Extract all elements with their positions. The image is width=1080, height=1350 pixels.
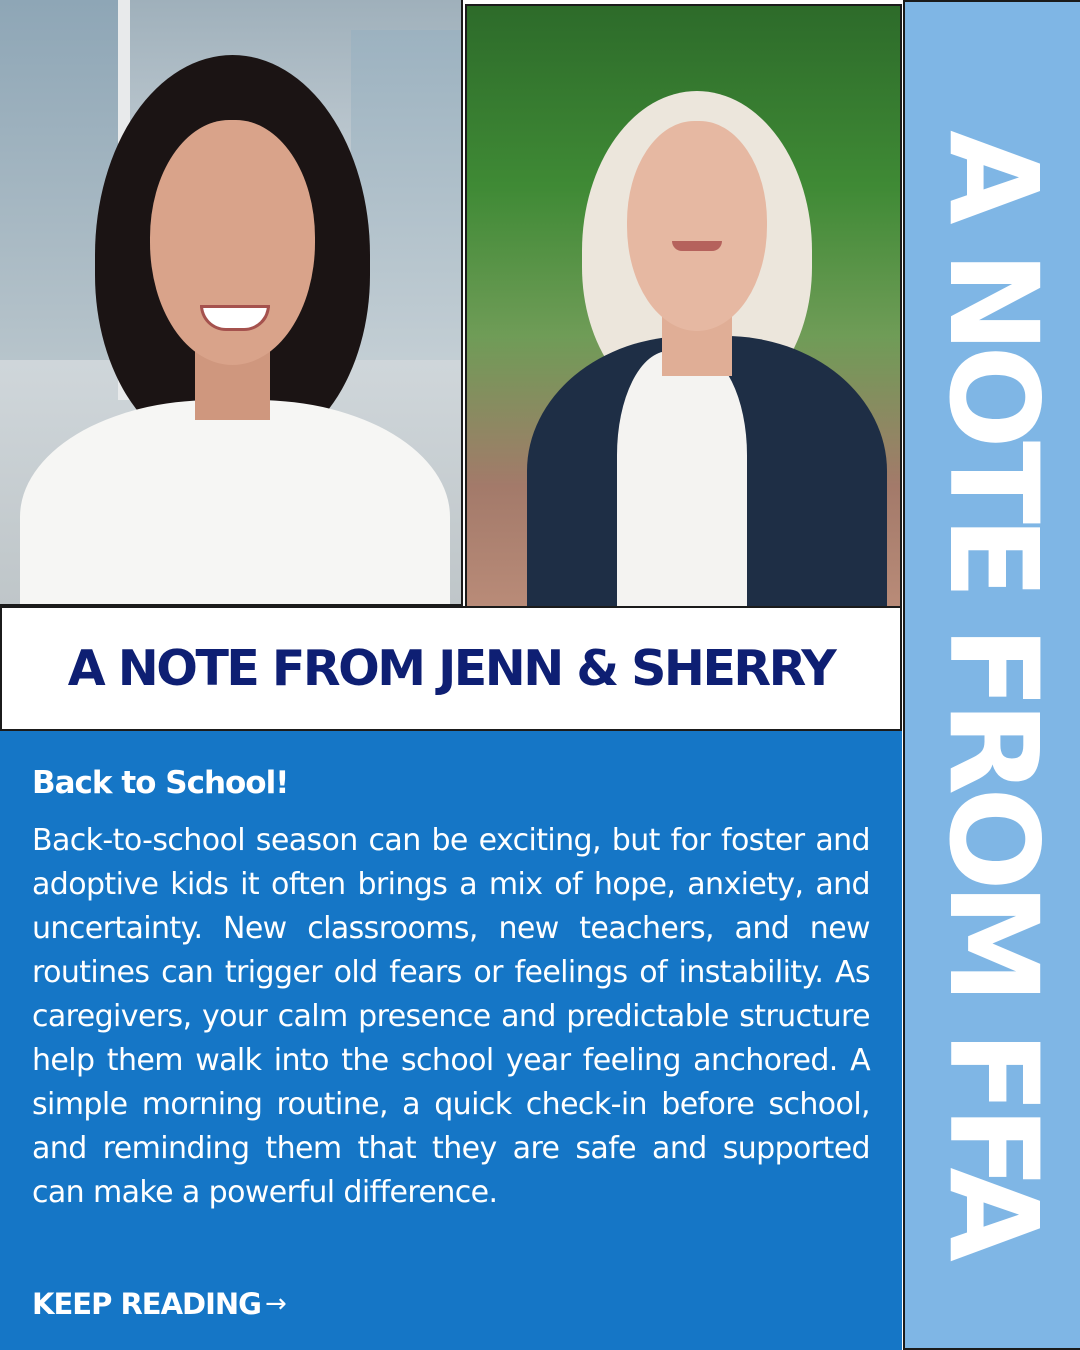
arrow-right-icon: → <box>264 1289 286 1319</box>
keep-reading-label: KEEP READING <box>32 1287 261 1321</box>
keep-reading-link[interactable] <box>32 1287 286 1321</box>
note-subheading: Back to School! <box>32 765 289 801</box>
photo-jenn <box>0 0 463 606</box>
side-banner <box>903 0 1080 1350</box>
white-top <box>617 351 747 608</box>
white-shirt <box>20 400 450 606</box>
photo-sherry <box>465 4 902 608</box>
page-title: A NOTE FROM JENN & SHERRY <box>67 640 835 697</box>
smile <box>672 241 722 251</box>
side-banner-text: A NOTE FROM FFA <box>922 130 1064 1254</box>
note-body: Back-to-school season can be exciting, but for foster and adoptive kids it often brings a mix of hope, anxiety, and uncertainty. New classrooms, new teachers, and new routines can trigger old fears or feelings of instability. As caregivers, your calm presence and predictable structure help them walk into the school year feeling anchored. A simple morning routine, a quick check-in before school, and reminding them that they are safe and supported can make a powerful difference. <box>32 823 870 1210</box>
note-content <box>0 731 902 1350</box>
face <box>627 121 767 331</box>
title-bar <box>0 606 902 731</box>
